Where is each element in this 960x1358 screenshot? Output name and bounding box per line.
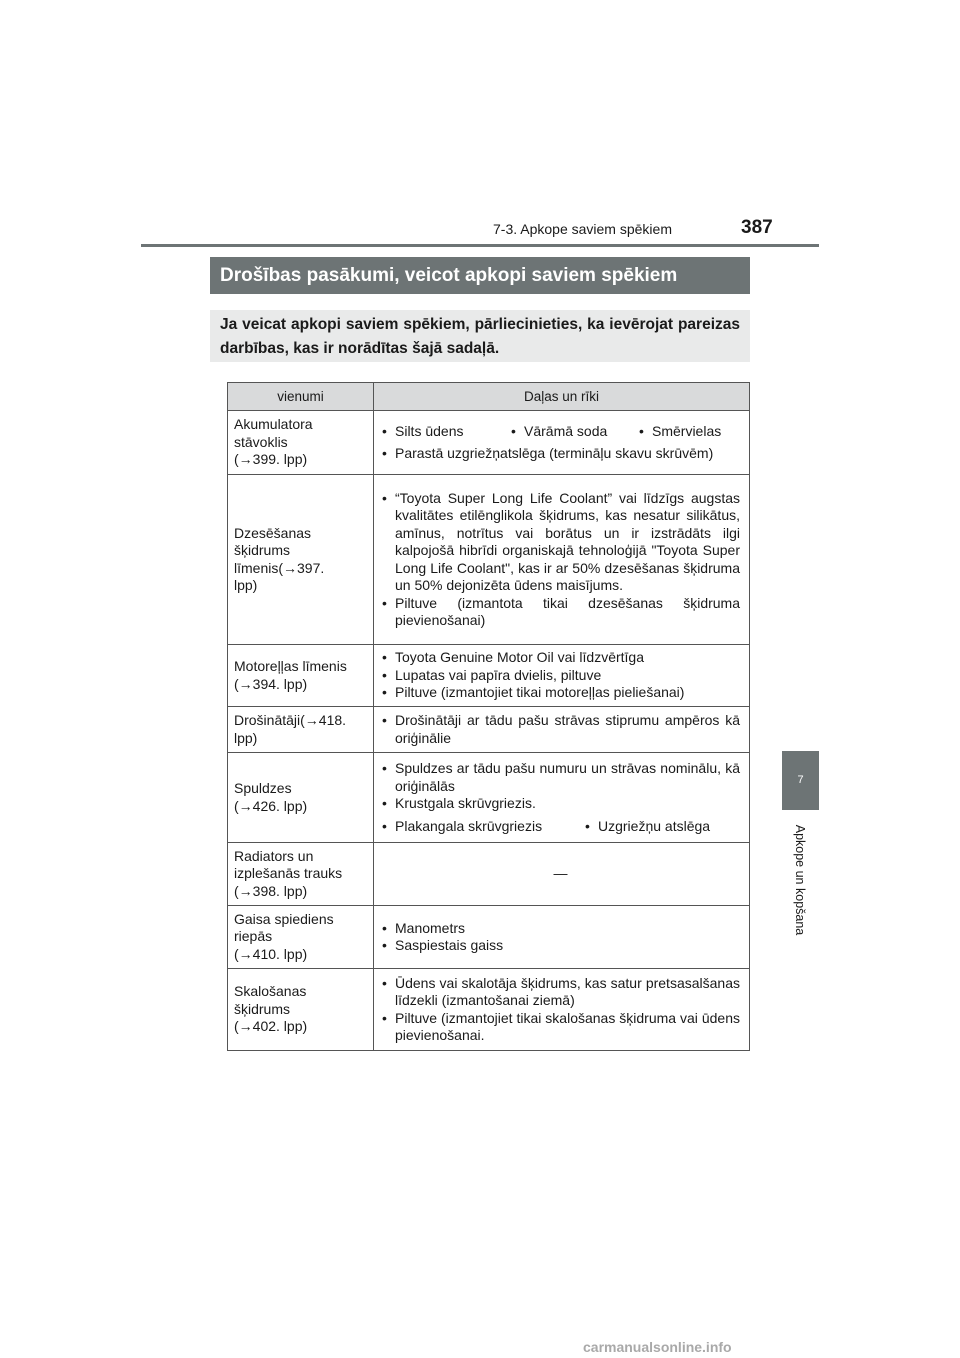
table-row (228, 475, 750, 645)
bullet-list (381, 490, 740, 630)
item-line: Spuldzes (234, 780, 292, 796)
list-item: • Silts ūdens (381, 423, 510, 441)
inline-list (381, 818, 740, 836)
bullet-list (381, 712, 740, 747)
list-item: • Piltuve (izmantojiet tikai skalošanas šķidruma vai ūdens pievienošanai. (381, 1010, 740, 1045)
items-table (227, 382, 750, 1051)
item-cell (228, 969, 374, 1051)
item-line: līmenis(→397. (234, 559, 325, 576)
table-row (228, 969, 750, 1051)
inline-list (381, 423, 740, 441)
tools-cell (374, 707, 750, 753)
item-cell (228, 906, 374, 969)
list-item: • Manometrs (381, 920, 740, 938)
list-item: • Saspiestais gaiss (381, 937, 740, 955)
item-line: Dzesēšanas (234, 524, 312, 541)
tools-cell (374, 645, 750, 707)
list-item: • Ūdens vai skalotāja šķidrums, kas satur pretsasalšanas līdzekli (izmantošanai ziemā) (381, 975, 740, 1010)
item-line: Radiators un (234, 847, 314, 864)
list-item: • “Toyota Super Long Life Coolant” vai līdzīgs augstas kvalitātes etilēnglikola šķidrums, kas nesatur silikātus, amīnus, notrītus vai borātus un ir izstrādāts ilgi kalpojošā hibrīdi organiskajā tehnoloģijā "Toyota Super Long Life Coolant", kas ir ar 50% dzesēšanas šķidruma un 50% dejonizēta ūdens maisījums. (381, 490, 740, 595)
item-line: izplešanās trauks (234, 865, 343, 882)
item-cell (228, 753, 374, 843)
bullet-list (381, 975, 740, 1045)
table-row (228, 707, 750, 753)
item-line: Drošinātāji(→418. (234, 712, 347, 728)
item-line: lpp) (234, 577, 258, 593)
item-line: Motoreļļas līmenis (234, 658, 347, 674)
list-item: • Plakangala skrūvgriezis (381, 818, 584, 836)
list-item: • Parastā uzgriežņatslēga (termināļu skavu skrūvēm) (381, 445, 740, 463)
header-rule (141, 244, 819, 247)
item-line: Akumulatora (234, 416, 313, 433)
table-row (228, 906, 750, 969)
list-item: • Drošinātāji ar tādu pašu strāvas stiprumu ampēros kā oriģinālie (381, 712, 740, 747)
tools-cell (374, 906, 750, 969)
list-item: • Uzgriežņu atslēga (584, 818, 710, 836)
list-item: • Lupatas vai papīra dvielis, piltuve (381, 667, 740, 685)
bullet-list (381, 920, 740, 955)
bullet-list (381, 649, 740, 702)
table-header-row (228, 383, 750, 411)
item-line: šķidrums (234, 1000, 291, 1017)
list-item: • Krustgala skrūvgriezis. (381, 795, 740, 813)
list-item: • Piltuve (izmantota tikai dzesēšanas šķidruma pievienošanai) (381, 595, 740, 630)
item-line: lpp) (234, 729, 258, 746)
bullet-list (381, 445, 740, 463)
list-item: • Spuldzes ar tādu pašu numuru un strāvas nominālu, kā oriģinālās (381, 760, 740, 795)
item-cell (228, 411, 374, 475)
table-row (228, 645, 750, 707)
list-item: • Piltuve (izmantojiet tikai motoreļļas pieliešanai) (381, 684, 740, 702)
item-cell (228, 475, 374, 645)
item-line: šķidrums (234, 542, 291, 558)
list-item: • Vārāmā soda (510, 423, 638, 441)
header-parts-tools: Daļas un rīki (374, 383, 750, 411)
intro-note: Ja veicat apkopi saviem spēkiem, pārliecinieties, ka ievērojat pareizas darbības, kas ir norādītas šajā sadaļā. (210, 310, 750, 362)
item-cell (228, 843, 374, 906)
tools-cell (374, 475, 750, 645)
item-line: (→426. lpp) (234, 797, 308, 814)
chapter-label: Apkope un kopšana (793, 824, 807, 936)
list-item: • Toyota Genuine Motor Oil vai līdzvērtīga (381, 649, 740, 667)
page-number: 387 (741, 217, 773, 238)
chapter-tab: 7 (782, 751, 819, 810)
item-cell (228, 707, 374, 753)
footer-watermark: carmanualsonline.info (583, 1339, 732, 1355)
bullet-list (381, 760, 740, 813)
header-items: vienumi (228, 383, 374, 411)
item-line: (→399. lpp) (234, 451, 308, 468)
item-line: stāvoklis (234, 433, 288, 450)
table-row (228, 411, 750, 475)
item-line: riepās (234, 928, 273, 945)
list-item: • Smērvielas (638, 423, 721, 441)
item-line: (→394. lpp) (234, 675, 308, 692)
table-row (228, 753, 750, 843)
item-cell (228, 645, 374, 707)
item-line: Gaisa spiediens (234, 910, 334, 927)
section-title: Drošības pasākumi, veicot apkopi saviem spēkiem (210, 257, 750, 294)
tools-cell (374, 411, 750, 475)
empty-dash: — (374, 843, 750, 906)
item-line: (→398. lpp) (234, 882, 308, 899)
item-line: (→410. lpp) (234, 945, 308, 962)
tools-cell (374, 753, 750, 843)
item-line: (→402. lpp) (234, 1018, 308, 1035)
header-section-title: 7-3. Apkope saviem spēkiem (493, 221, 672, 237)
item-line: Skalošanas (234, 983, 307, 1000)
tools-cell (374, 969, 750, 1051)
table-row (228, 843, 750, 906)
